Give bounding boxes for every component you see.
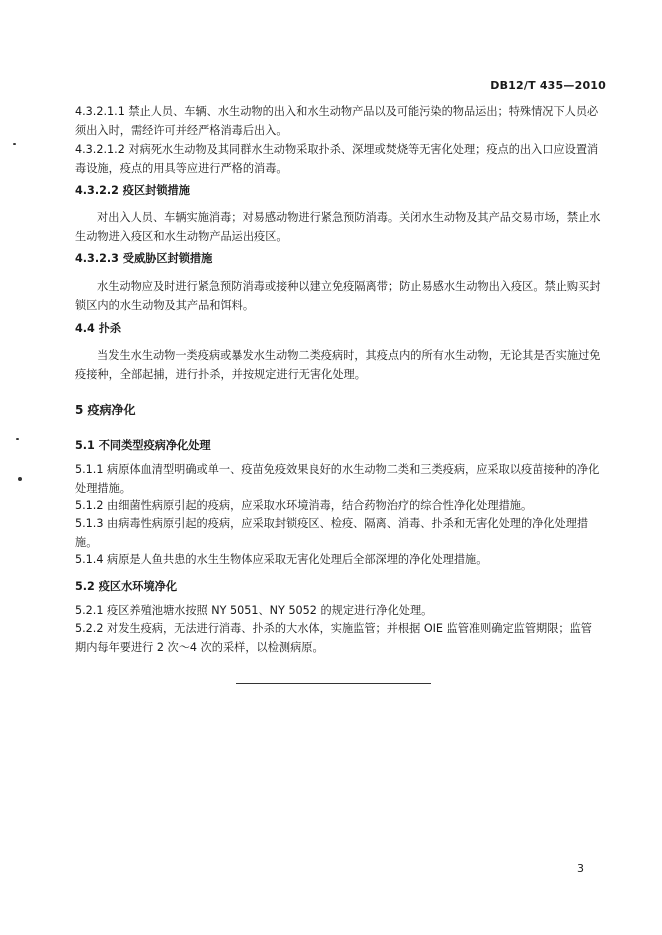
scan-speck bbox=[18, 477, 22, 481]
page-number: 3 bbox=[577, 862, 584, 875]
document-code: DB12/T 435—2010 bbox=[490, 79, 606, 92]
heading-4-3-2-2: 4.3.2.2 疫区封锁措施 bbox=[75, 184, 190, 197]
clause-4-3-2-3-body: 水生动物应及时进行紧急预防消毒或接种以建立免疫隔离带；防止易感水生动物出入疫区。禁止购买封锁区内的水生动物及其产品和饵料。 bbox=[75, 280, 601, 312]
clause-5-1-1: 5.1.1 病原体血清型明确或单一、疫苗免疫效果良好的水生动物二类和三类疫病，应采取以疫苗接种的净化处理措施。 bbox=[75, 463, 600, 495]
scan-speck bbox=[13, 143, 16, 145]
heading-4-3-2-3: 4.3.2.3 受威胁区封锁措施 bbox=[75, 252, 213, 265]
section-5-title: 5 疫病净化 bbox=[75, 403, 136, 417]
clause-4-3-2-1-1: 4.3.2.1.1 禁止人员、车辆、水生动物的出入和水生动物产品以及可能污染的物品运出；特殊情况下人员必须出入时，需经许可并经严格消毒后出入。 bbox=[75, 105, 599, 137]
heading-4-4: 4.4 扑杀 bbox=[75, 322, 122, 335]
heading-5-2: 5.2 疫区水环境净化 bbox=[75, 580, 178, 593]
clause-5-2-1: 5.2.1 疫区养殖池塘水按照 NY 5051、NY 5052 的规定进行净化处理。 bbox=[75, 604, 433, 617]
clause-5-1-2: 5.1.2 由细菌性病原引起的疫病，应采取水环境消毒，结合药物治疗的综合性净化处理措施。 bbox=[75, 499, 533, 512]
clause-5-1-4: 5.1.4 病原是人鱼共患的水生生物体应采取无害化处理后全部深埋的净化处理措施。 bbox=[75, 553, 488, 566]
clause-4-3-2-2-body: 对出入人员、车辆实施消毒；对易感动物进行紧急预防消毒。关闭水生动物及其产品交易市场，禁止水生动物进入疫区和水生动物产品运出疫区。 bbox=[75, 211, 601, 243]
clause-5-1-3: 5.1.3 由病毒性病原引起的疫病，应采取封锁疫区、检疫、隔离、消毒、扑杀和无害化处理的净化处理措施。 bbox=[75, 517, 589, 549]
clause-4-3-2-1-2: 4.3.2.1.2 对病死水生动物及其同群水生动物采取扑杀、深埋或焚烧等无害化处理；疫点的出入口应设置消毒设施，疫点的用具等应进行严格的消毒。 bbox=[75, 143, 599, 175]
end-rule bbox=[236, 683, 431, 684]
scan-speck bbox=[16, 438, 19, 440]
clause-4-4-body: 当发生水生动物一类疫病或暴发水生动物二类疫病时，其疫点内的所有水生动物，无论其是否实施过免疫接种，全部起捕，进行扑杀，并按规定进行无害化处理。 bbox=[75, 349, 601, 381]
heading-5-1: 5.1 不同类型疫病净化处理 bbox=[75, 439, 211, 452]
clause-5-2-2: 5.2.2 对发生疫病，无法进行消毒、扑杀的大水体，实施监管；并根据 OIE 监管准则确定监管期限；监管期内每年要进行 2 次～4 次的采样，以检测病原。 bbox=[75, 622, 592, 654]
